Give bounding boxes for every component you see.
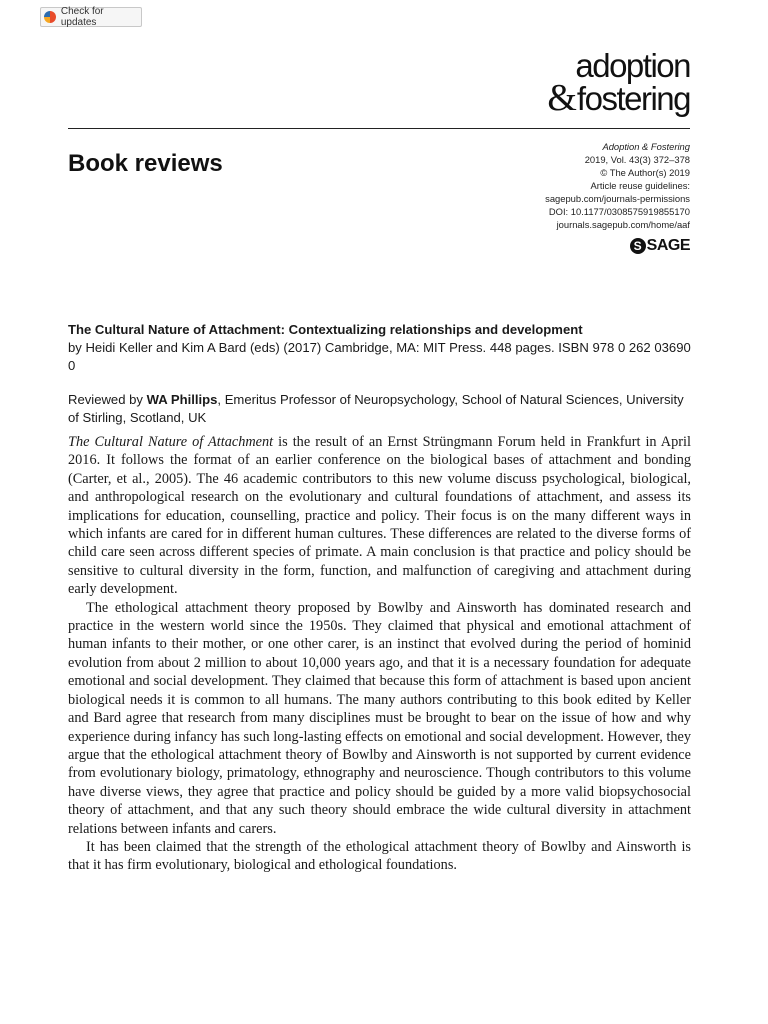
sage-logo-text: SAGE xyxy=(646,237,690,254)
journal-logo-line2 xyxy=(547,77,690,119)
meta-home-link[interactable]: journals.sagepub.com/home/aaf xyxy=(556,219,690,230)
meta-copyright: © The Author(s) 2019 xyxy=(600,167,690,178)
meta-volume: 2019, Vol. 43(3) 372–378 xyxy=(584,154,690,165)
sage-logo xyxy=(630,237,690,255)
reviewer-affiliation: , Emeritus Professor of Neuropsychology, School of Natural Sciences, University of Stirling, Scotland, UK xyxy=(68,392,684,425)
book-title: The Cultural Nature of Attachment: Contextualizing relationships and development xyxy=(68,322,583,337)
crossmark-icon xyxy=(44,11,56,23)
paragraph-2: The ethological attachment theory proposed by Bowlby and Ainsworth has dominated research and practice in the western world since the 1950s. They claimed that physical and emotional attachment of human infants to their mother, or one other carer, is an instinct that evolved during the period of hominid evolution from about 2 million to about 10,000 years ago, and that it is a necessary foundation for adequate emotional and social development. They claimed that because this form of attachment is based upon ancient biological needs it is common to all humans. The many authors contributing to this book edited by Keller and Bard agree that research from many disciplines must be brought to bear on the issue of how and why experience during infancy has such long-lasting effects on emotional and social development. However, they argue that the ethological attachment theory of Bowlby and Ainsworth is not supported by current evidence from evolutionary biology, primatology, ethnography and neuroscience. Though contributors to this volume have diverse views, they agree that practice and policy should be guided by a more valid biopsychosocial theory of attachment, and that any such theory should embrace the wide cultural diversity in attachment relations between infants and carers. xyxy=(68,599,691,837)
paragraph-1 xyxy=(68,433,691,599)
header-rule xyxy=(68,128,690,129)
review-body xyxy=(68,433,691,875)
section-title: Book reviews xyxy=(68,150,223,177)
meta-reuse-link[interactable]: sagepub.com/journals-permissions xyxy=(545,193,690,204)
journal-logo-line1: adoption xyxy=(575,47,690,84)
reviewer-line xyxy=(68,391,691,427)
sage-s-icon: S xyxy=(630,238,646,254)
paragraph-3: It has been claimed that the strength of the ethological attachment theory of Bowlby and Ainsworth is that it has firm evolutionary, biological and ethological foundations. xyxy=(68,838,691,874)
meta-doi[interactable]: DOI: 10.1177/0308575919855170 xyxy=(548,206,690,217)
book-title-italic: The Cultural Nature of Attachment xyxy=(68,434,274,450)
journal-logo xyxy=(547,47,690,119)
meta-reuse-label: Article reuse guidelines: xyxy=(590,180,690,191)
check-for-updates-label: Check for updates xyxy=(60,6,104,28)
journal-logo-ampersand: & xyxy=(547,77,577,119)
article-meta xyxy=(545,140,690,231)
paragraph-1-text: is the result of an Ernst Strüngmann Forum held in Frankfurt in April 2016. It follows the format of an earlier conference on the biological bases of attachment and bonding (Carter, et al., 2005). The 46 academic contributors to this new volume discuss psychological, biological, and anthropological research on the evolutionary and cultural foundations of attachment, and assess its implications for education, counselling, practice and policy. Their focus is on the many different ways in which infants are cared for in different human cultures. These differences are related to the diverse forms of child care seen across different species of primate. A main conclusion is that practice and policy should be sensitive to cultural diversity in the form, function, and malfunction of caregiving and attachment during early development. xyxy=(68,434,691,598)
book-info xyxy=(68,321,691,375)
reviewer-name: WA Phillips xyxy=(146,392,218,407)
book-details: by Heidi Keller and Kim A Bard (eds) (2017) Cambridge, MA: MIT Press. 448 pages. ISBN 978 0 262 03690 0 xyxy=(68,340,691,373)
journal-logo-word2: fostering xyxy=(576,80,690,117)
meta-journal-name: Adoption & Fostering xyxy=(602,141,690,152)
check-for-updates-button[interactable] xyxy=(40,7,142,27)
reviewer-prefix: Reviewed by xyxy=(68,392,147,407)
